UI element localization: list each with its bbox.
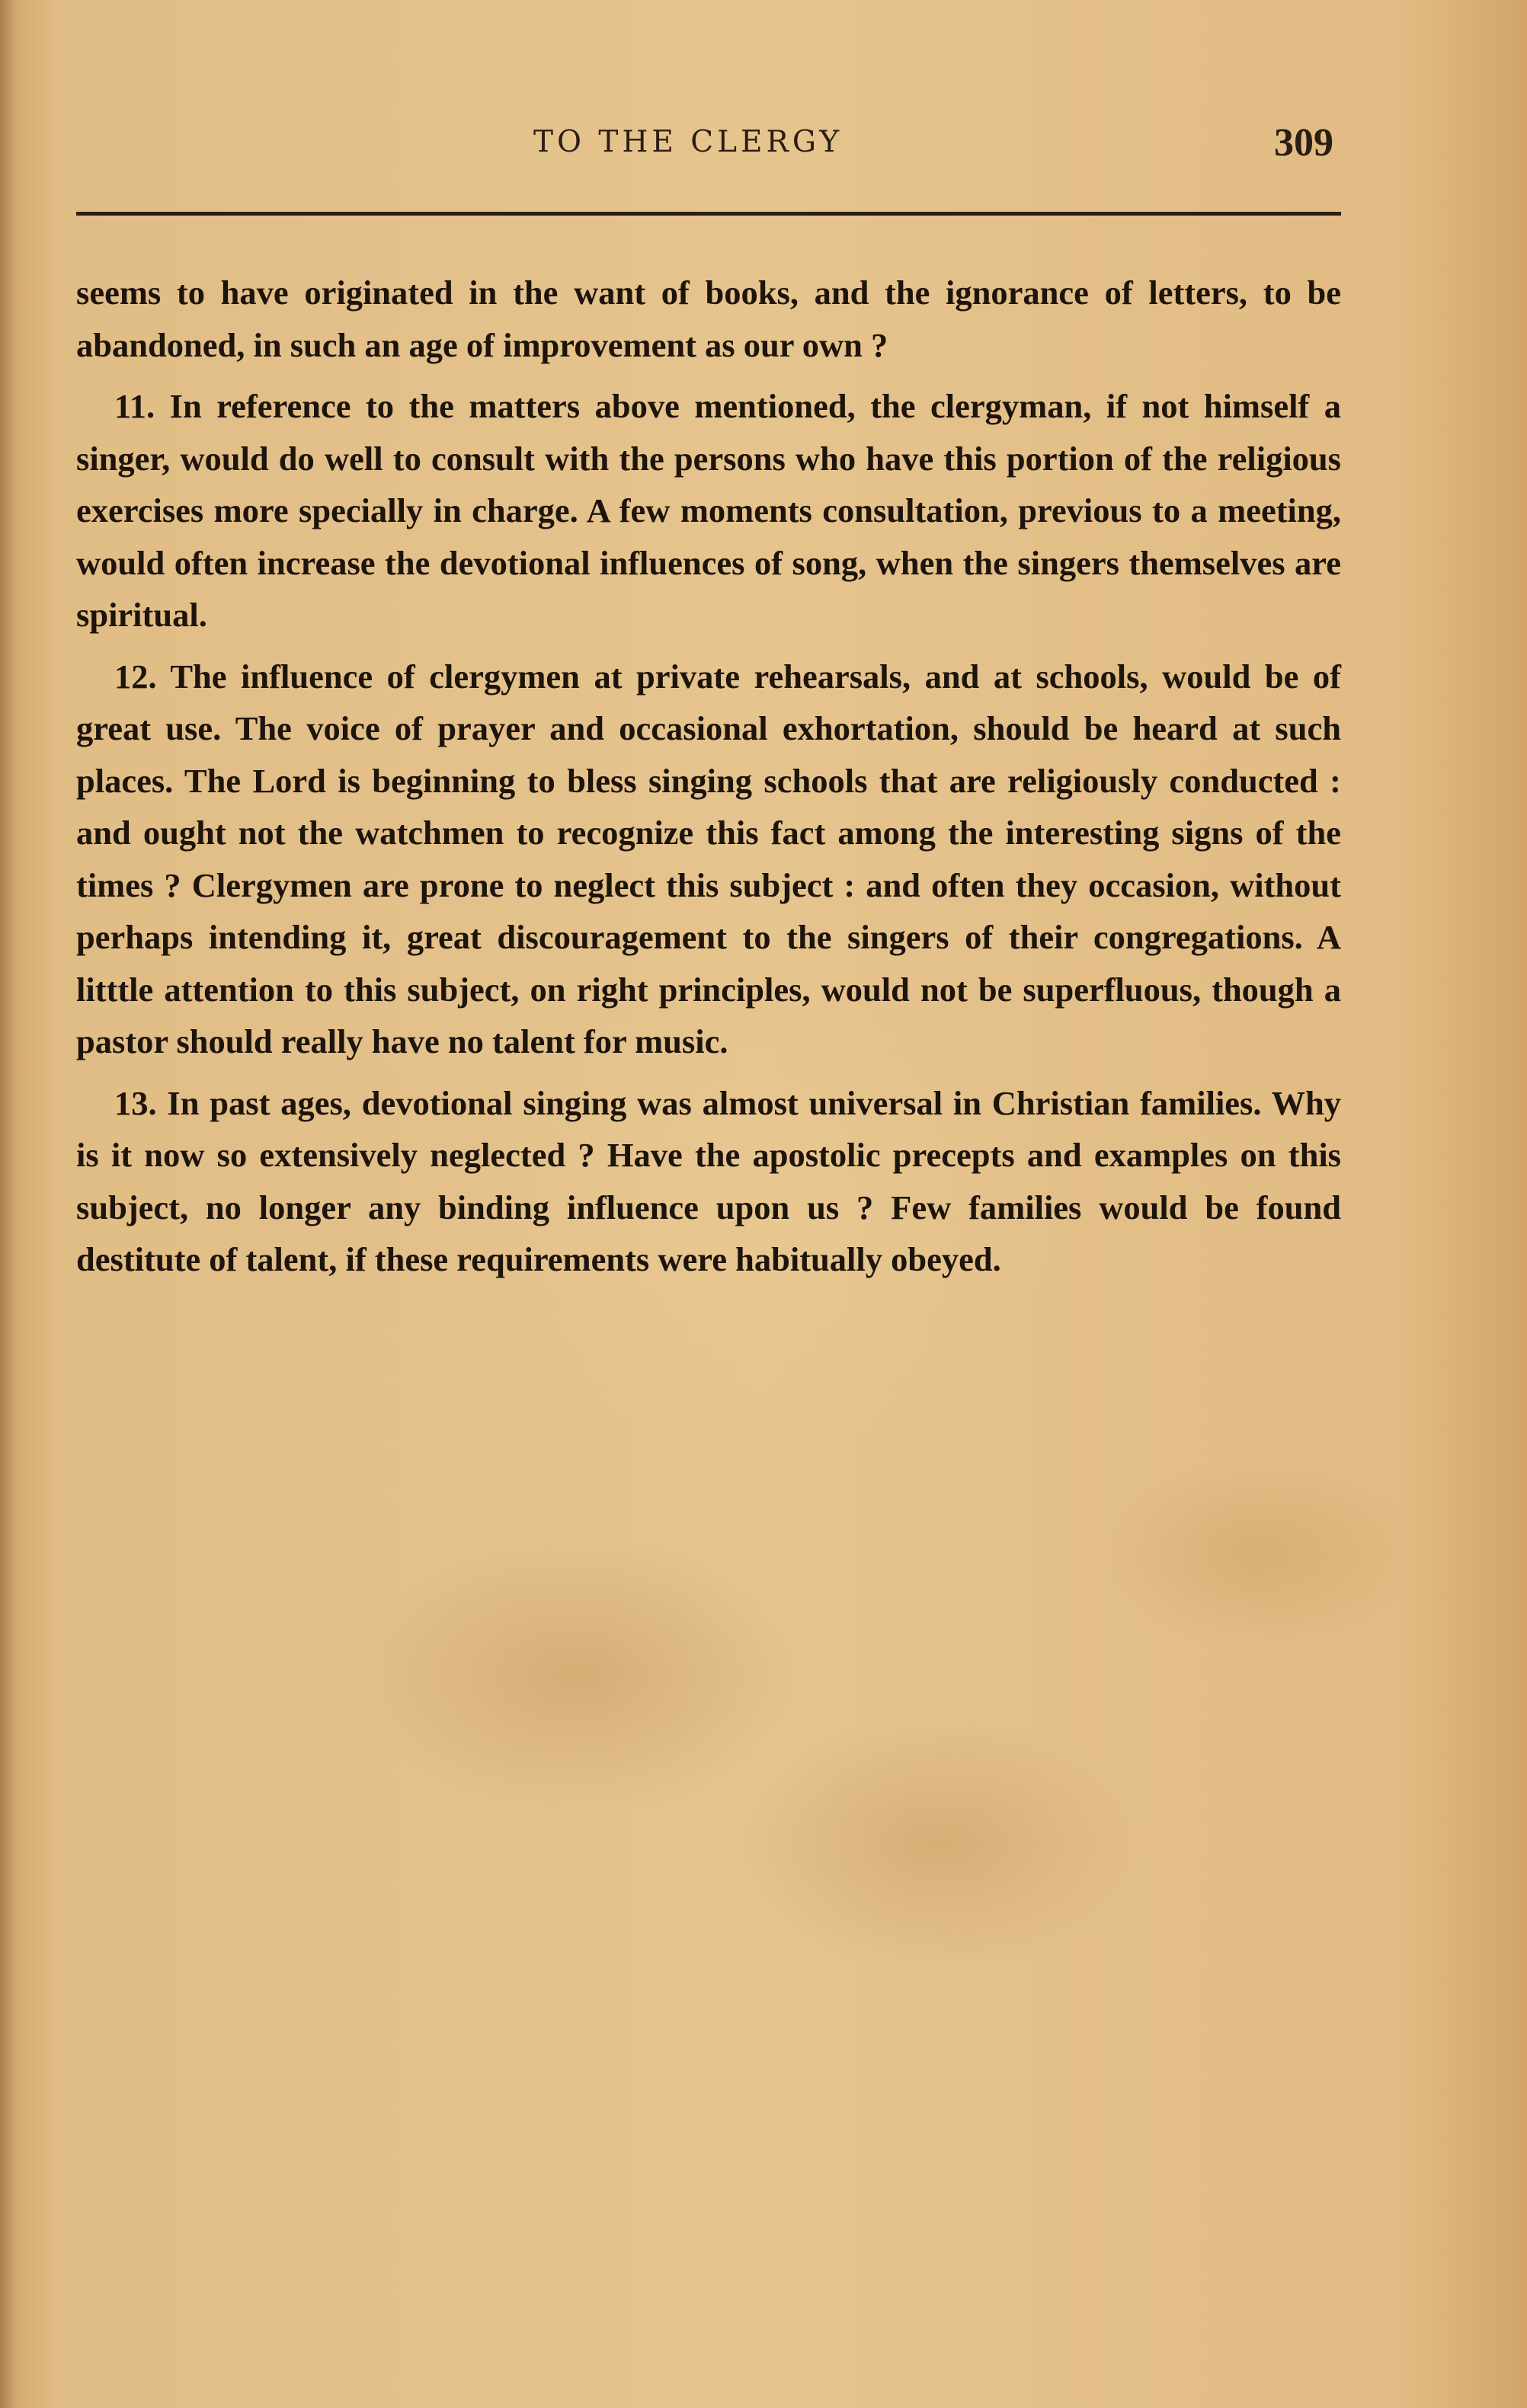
paragraph-12: 12. The influence of clergymen at private rehearsals, and at schools, would be of great use. The voice of prayer and occasional exhortation, should be heard at such places. The Lord is beginning to bless singing schools that are religiously conducted : and ought not the watchmen to recognize this fact among the interesting signs of the times ? Clergymen are prone to neglect this subject : and often they occasion, without perhaps intending it, great discouragement to the singers of their congregations. A litttle attention to this subject, on right principles, would not be superfluous, though a pastor should really have no talent for music. (76, 657, 1341, 1060)
running-head-title: TO THE CLERGY (533, 125, 844, 159)
running-head (0, 120, 1527, 174)
paragraph-11: 11. In reference to the matters above mentioned, the clergyman, if not himself a singer, would do well to consult with the persons who have this portion of the religious exercises more specially in charge. A few moments consultation, previous to a meeting, would often increase the devotional influences of song, when the singers themselves are spiritual. (76, 387, 1341, 634)
header-rule (76, 212, 1341, 216)
page-number: 309 (1274, 121, 1333, 165)
page-edge-shadow (0, 0, 17, 2408)
body-text (76, 267, 1341, 1295)
paragraph-13: 13. In past ages, devotional singing was almost universal in Christian families. Why is it now so extensively neglected ? Have the apostolic precepts and examples on this subject, no longer any binding influence upon us ? Few families would be found destitute of talent, if these requirements were habitually obeyed. (76, 1083, 1341, 1278)
paragraph-continued: seems to have originated in the want of books, and the ignorance of letters, to be abandoned, in such an age of improvement as our own ? (76, 273, 1341, 364)
